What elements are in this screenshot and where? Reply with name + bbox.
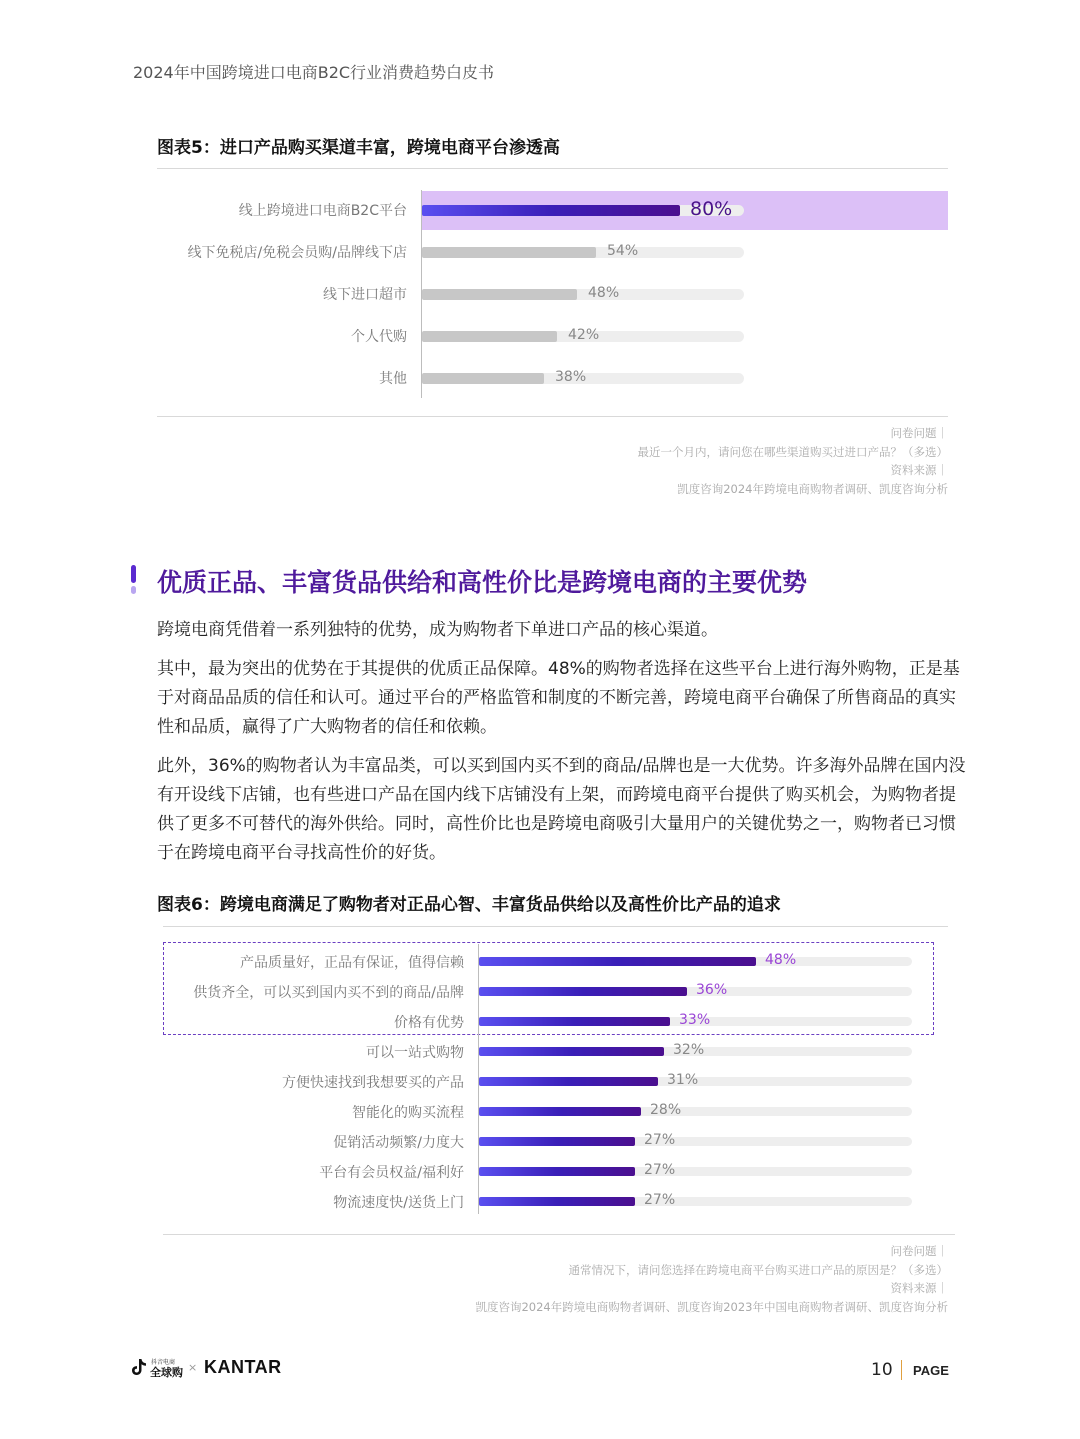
figure6-bar (479, 1077, 658, 1086)
figure6-question-label: 问卷问题｜ (890, 1244, 948, 1258)
figure6-category-label: 可以一站式购物 (366, 1045, 464, 1061)
figure6-value-label: 33% (679, 1012, 711, 1028)
figure5-category-label: 线下进口超市 (323, 287, 407, 303)
figure6-bar (479, 987, 687, 996)
figure6-source-label: 资料来源｜ (890, 1281, 948, 1295)
figure5-source-label: 资料来源｜ (890, 463, 948, 477)
section-paragraph-2: 其中，最为突出的优势在于其提供的优质正品保障。48%的购物者选择在这些平台上进行海外购物，正是基于对商品品质的信任和认可。通过平台的严格监管和制度的不断完善，跨境电商平台确保了所售商品的真实性和品质，赢得了广大购物者的信任和依赖。 (157, 659, 960, 737)
figure5-category-label: 线下免税店/免税会员购/品牌线下店 (187, 245, 407, 261)
douyin-logo-icon (131, 1358, 147, 1376)
footer-logo-main-text: 全球购 (150, 1366, 183, 1379)
figure6-bottom-rule (163, 1234, 955, 1235)
page-number: 10 (871, 1360, 893, 1380)
kantar-logo: KANTAR (204, 1357, 282, 1377)
figure6-source: 凯度咨询2024年跨境电商购物者调研、凯度咨询2023年中国电商购物者调研、凯度咨询分析 (475, 1300, 948, 1314)
figure5-value-label: 42% (568, 327, 600, 343)
figure6-category-label: 产品质量好，正品有保证，值得信赖 (240, 955, 464, 971)
figure5-question: 最近一个月内，请问您在哪些渠道购买过进口产品？（多选） (637, 445, 948, 459)
figure6-category-label: 智能化的购买流程 (352, 1105, 464, 1121)
figure6-value-label: 31% (667, 1072, 699, 1088)
figure5-category-label: 线上跨境进口电商B2C平台 (238, 203, 407, 219)
figure6-category-label: 供货齐全，可以买到国内买不到的商品/品牌 (193, 985, 464, 1001)
figure6-bar (479, 1017, 670, 1026)
figure5-source: 凯度咨询2024年跨境电商购物者调研、凯度咨询分析 (677, 482, 948, 496)
figure6-value-label: 48% (765, 952, 797, 968)
figure6-bar (479, 1047, 664, 1056)
figure6-value-label: 36% (696, 982, 728, 998)
figure6-value-label: 27% (644, 1132, 676, 1148)
figure6-value-label: 28% (650, 1102, 682, 1118)
figure5-question-label: 问卷问题｜ (890, 426, 948, 440)
figure6-category-label: 促销活动频繁/力度大 (333, 1135, 464, 1151)
figure5-title: 图表5：进口产品购买渠道丰富，跨境电商平台渗透高 (157, 138, 560, 158)
section-paragraph-1: 跨境电商凭借着一系列独特的优势，成为购物者下单进口产品的核心渠道。 (157, 620, 718, 640)
figure6-category-label: 方便快速找到我想要买的产品 (282, 1075, 464, 1091)
figure6-category-label: 平台有会员权益/福利好 (319, 1165, 464, 1181)
figure6-bar (479, 1167, 635, 1176)
page-label: PAGE (913, 1363, 949, 1378)
figure6-bar (479, 957, 756, 966)
figure6-bar (479, 1197, 635, 1206)
figure6-category-label: 物流速度快/送货上门 (333, 1195, 464, 1211)
figure6-bar (479, 1107, 641, 1116)
document-header-title: 2024年中国跨境进口电商B2C行业消费趋势白皮书 (133, 63, 495, 82)
section-paragraph-3: 此外，36%的购物者认为丰富品类，可以买到国内买不到的商品/品牌也是一大优势。许多海外品牌在国内没有开设线下店铺，也有些进口产品在国内线下店铺没有上架，而跨境电商平台提供了购买机会，为购物者提供了更多不可替代的海外供给。同时，高性价比也是跨境电商吸引大量用户的关键优势之一，购物者已习惯于在跨境电商平台寻找高性价的好货。 (157, 756, 966, 863)
figure5-value-label: 38% (555, 369, 587, 385)
footer-times-sign: × (188, 1361, 198, 1374)
footer-logos (131, 1357, 291, 1379)
figure5-value-label: 54% (607, 243, 639, 259)
figure5-value-label: 48% (588, 285, 620, 301)
figure5-category-label: 其他 (379, 371, 407, 387)
figure5-value-label: 80% (690, 198, 733, 220)
figure6-bar (479, 1137, 635, 1146)
figure6-value-label: 27% (644, 1192, 676, 1208)
figure6-value-label: 27% (644, 1162, 676, 1178)
figure6-category-label: 价格有优势 (394, 1015, 464, 1031)
figure6-value-label: 32% (673, 1042, 705, 1058)
footer-logo-small-text: 抖音电商 (151, 1359, 176, 1366)
figure6-question: 通常情况下，请问您选择在跨境电商平台购买进口产品的原因是？（多选） (568, 1263, 948, 1277)
section-title: 优质正品、丰富货品供给和高性价比是跨境电商的主要优势 (157, 568, 808, 597)
figure6-title: 图表6：跨境电商满足了购物者对正品心智、丰富货品供给以及高性价比产品的追求 (157, 895, 781, 915)
page-divider (901, 1360, 902, 1380)
figure5-category-label: 个人代购 (351, 329, 407, 345)
